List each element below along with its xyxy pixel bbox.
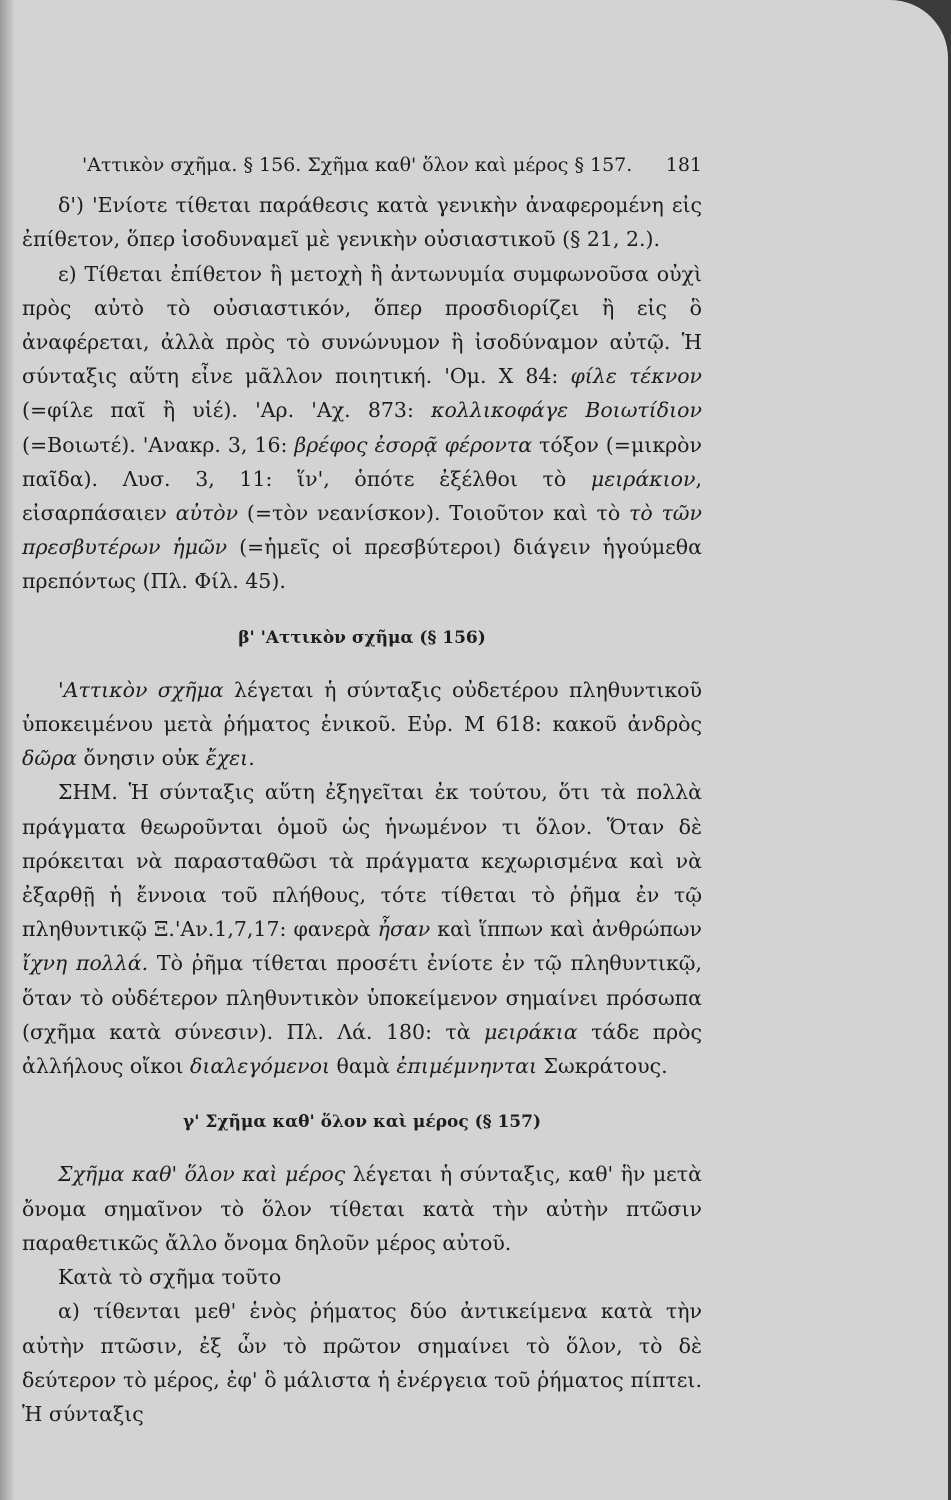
paragraph-attic: 'Αττικὸν σχῆμα λέγεται ἡ σύνταξις οὐδετέρου πληθυντικοῦ ὑποκειμένου μετὰ ῥήματος ἑνικοῦ. Εὐρ. Μ 618: κακοῦ ἀνδρὸς δῶρα ὄνησιν οὐκ ἔχει. bbox=[22, 677, 702, 771]
paragraph-d: δ') 'Ενίοτε τίθεται παράθεσις κατὰ γενικὴν ἀναφερομένη εἰς ἐπίθετον, ὅπερ ἰσοδυναμεῖ μὲ γενικὴν οὐσιαστικοῦ (§ 21, 2.). bbox=[22, 193, 702, 252]
page-spine bbox=[0, 0, 14, 1500]
running-header bbox=[22, 148, 702, 182]
section-heading-b: β' 'Αττικὸν σχῆμα (§ 156) bbox=[238, 627, 486, 648]
page-number: 181 bbox=[665, 154, 702, 176]
paragraph-e: ε) Τίθεται ἐπίθετον ἢ μετοχὴ ἢ ἀντωνυμία συμφωνοῦσα οὐχὶ πρὸς αὐτὸ τὸ οὐσιαστικόν, ὅπερ προσδιορίζει ἢ εἰς ὃ ἀναφέρεται, ἀλλὰ πρὸς τὸ συνώνυμον ἢ ἰσοδύναμον αὐτῷ. Ἡ σύνταξις αὕτη εἶνε μᾶλλον ποιητική. 'Ομ. Χ 84: φίλε τέκνον (=φίλε παῖ ἢ υἱέ). 'Αρ. 'Αχ. 873: κολλικοφάγε Βοιωτίδιον (=Βοιωτέ). 'Ανακρ. 3, 16: βρέφος ἐσορᾷ φέροντα τόξον (=μικρὸν παῖδα). Λυσ. 3, 11: ἵν', ὁπότε ἐξέλθοι τὸ μειράκιον, εἰσαρπάσαιεν αὐτὸν (=τὸν νεανίσκον). Τοιοῦτον καὶ τὸ τὸ τῶν πρεσβυτέρων ἡμῶν (=ἡμεῖς οἱ πρεσβύτεροι) διάγειν ἡγούμεθα πρεπόντως (Πλ. Φίλ. 45). bbox=[22, 261, 703, 594]
paragraph-kata: Κατὰ τὸ σχῆμα τοῦτο bbox=[58, 1265, 282, 1290]
paragraph-a: α) τίθενται μεθ' ἑνὸς ῥήματος δύο ἀντικείμενα κατὰ τὴν αὐτὴν πτῶσιν, ἐξ ὧν τὸ πρῶτον σημαίνει τὸ ὅλον, τὸ δὲ δεύτερον τὸ μέρος, ἐφ' ὃ μάλιστα ἡ ἐνέργεια τοῦ ῥήματος πίπτει. Ἡ σύνταξις bbox=[22, 1299, 702, 1426]
paragraph-note: ΣΗΜ. Ἡ σύνταξις αὕτη ἐξηγεῖται ἐκ τούτου, ὅτι τὰ πολλὰ πράγματα θεωροῦνται ὁμοῦ ὡς ἡνωμένον τι ὅλον. Ὅταν δὲ πρόκειται νὰ παρασταθῶσι τὰ πράγματα κεχωρισμένα καὶ νὰ ἐξαρθῇ ἡ ἔννοια τοῦ πλήθους, τότε τίθεται τὸ ῥῆμα ἐν τῷ πληθυντικῷ Ξ.'Αν.1,7,17: φανερὰ ἦσαν καὶ ἵππων καὶ ἀνθρώπων ἴχνη πολλά. Τὸ ῥῆμα τίθεται προσέτι ἐνίοτε ἐν τῷ πληθυντικῷ, ὅταν τὸ οὐδέτερον πληθυντικὸν ὑποκείμενον σημαίνει πρόσωπα (σχῆμα κατὰ σύνεσιν). Πλ. Λά. 180: τὰ μειράκια τάδε πρὸς ἀλλήλους οἴκοι διαλεγόμενοι θαμὰ ἐπιμέμνηνται Σωκράτους. bbox=[22, 780, 702, 1079]
header-title: 'Αττικὸν σχῆμα. § 156. Σχῆμα καθ' ὅλον καὶ μέρος § 157. bbox=[82, 154, 633, 176]
section-heading-c: γ' Σχῆμα καθ' ὅλον καὶ μέρος (§ 157) bbox=[183, 1112, 541, 1133]
page-content bbox=[22, 148, 702, 1431]
paragraph-whole-part: Σχῆμα καθ' ὅλον καὶ μέρος λέγεται ἡ σύνταξις, καθ' ἣν μετὰ ὄνομα σημαῖνον τὸ ὅλον τίθεται κατὰ τὴν αὐτὴν πτῶσιν παραθετικῶς ἄλλο ὄνομα δηλοῦν μέρος αὐτοῦ. bbox=[22, 1162, 702, 1255]
